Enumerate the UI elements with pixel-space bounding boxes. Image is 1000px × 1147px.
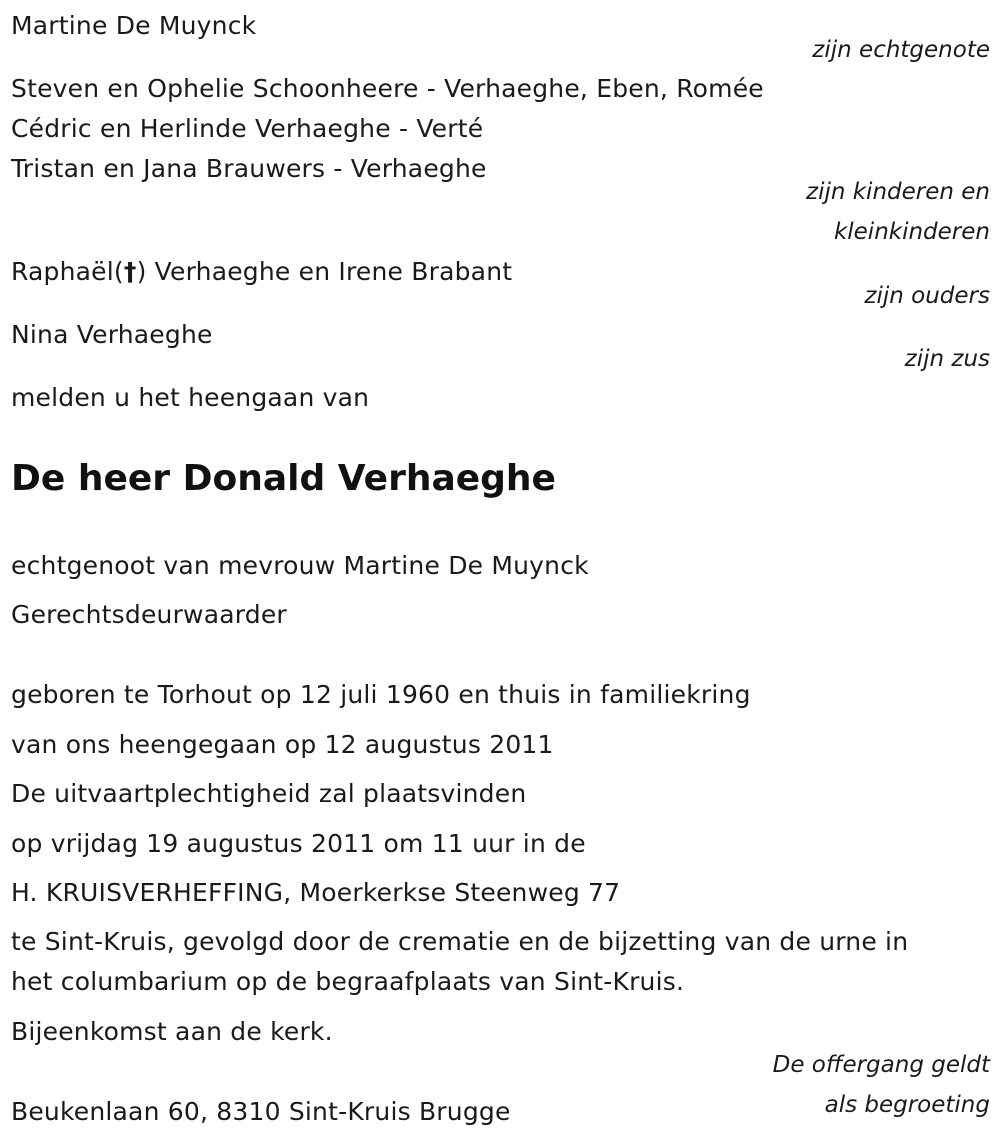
spouse-relation: zijn echtgenote [812, 37, 990, 63]
cross-icon: † [123, 257, 137, 286]
parents-name-part2: ) Verhaeghe en Irene Brabant [136, 257, 513, 286]
sister-name: Nina Verhaeghe [11, 320, 213, 349]
deceased-spouse-line: echtgenoot van mevrouw Martine De Muynck [11, 551, 589, 580]
ceremony-line: De uitvaartplechtigheid zal plaatsvinden [11, 779, 527, 808]
deceased-name: De heer Donald Verhaeghe [11, 458, 556, 499]
children-line-1: Steven en Ophelie Schoonheere - Verhaeghe, Eben, Romée [11, 74, 764, 103]
parents-relation: zijn ouders [864, 283, 990, 309]
offering-line-1: De offergang geldt [772, 1052, 990, 1078]
cremation-line-1: te Sint-Kruis, gevolgd door de crematie en de bijzetting van de urne in [11, 927, 909, 956]
parents-name [11, 252, 512, 292]
sister-relation: zijn zus [904, 346, 990, 372]
deceased-profession: Gerechtsdeurwaarder [11, 600, 287, 629]
cremation-line-2: het columbarium op de begraafplaats van Sint-Kruis. [11, 967, 685, 996]
children-relation-line-2: kleinkinderen [833, 219, 990, 245]
church-line: H. KRUISVERHEFFING, Moerkerkse Steenweg 77 [11, 878, 621, 907]
offering-line-2: als begroeting [824, 1092, 990, 1118]
death-line: van ons heengegaan op 12 augustus 2011 [11, 730, 554, 759]
children-line-3: Tristan en Jana Brauwers - Verhaeghe [11, 154, 487, 183]
date-line: op vrijdag 19 augustus 2011 om 11 uur in de [11, 829, 586, 858]
birth-line: geboren te Torhout op 12 juli 1960 en thuis in familiekring [11, 680, 751, 709]
announcement: melden u het heengaan van [11, 383, 370, 412]
children-relation-line-1: zijn kinderen en [806, 179, 990, 205]
spouse-name: Martine De Muynck [11, 11, 257, 40]
gathering-line: Bijeenkomst aan de kerk. [11, 1017, 333, 1046]
children-line-2: Cédric en Herlinde Verhaeghe - Verté [11, 114, 484, 143]
address: Beukenlaan 60, 8310 Sint-Kruis Brugge [11, 1097, 511, 1126]
parents-name-part1: Raphaël( [11, 257, 124, 286]
